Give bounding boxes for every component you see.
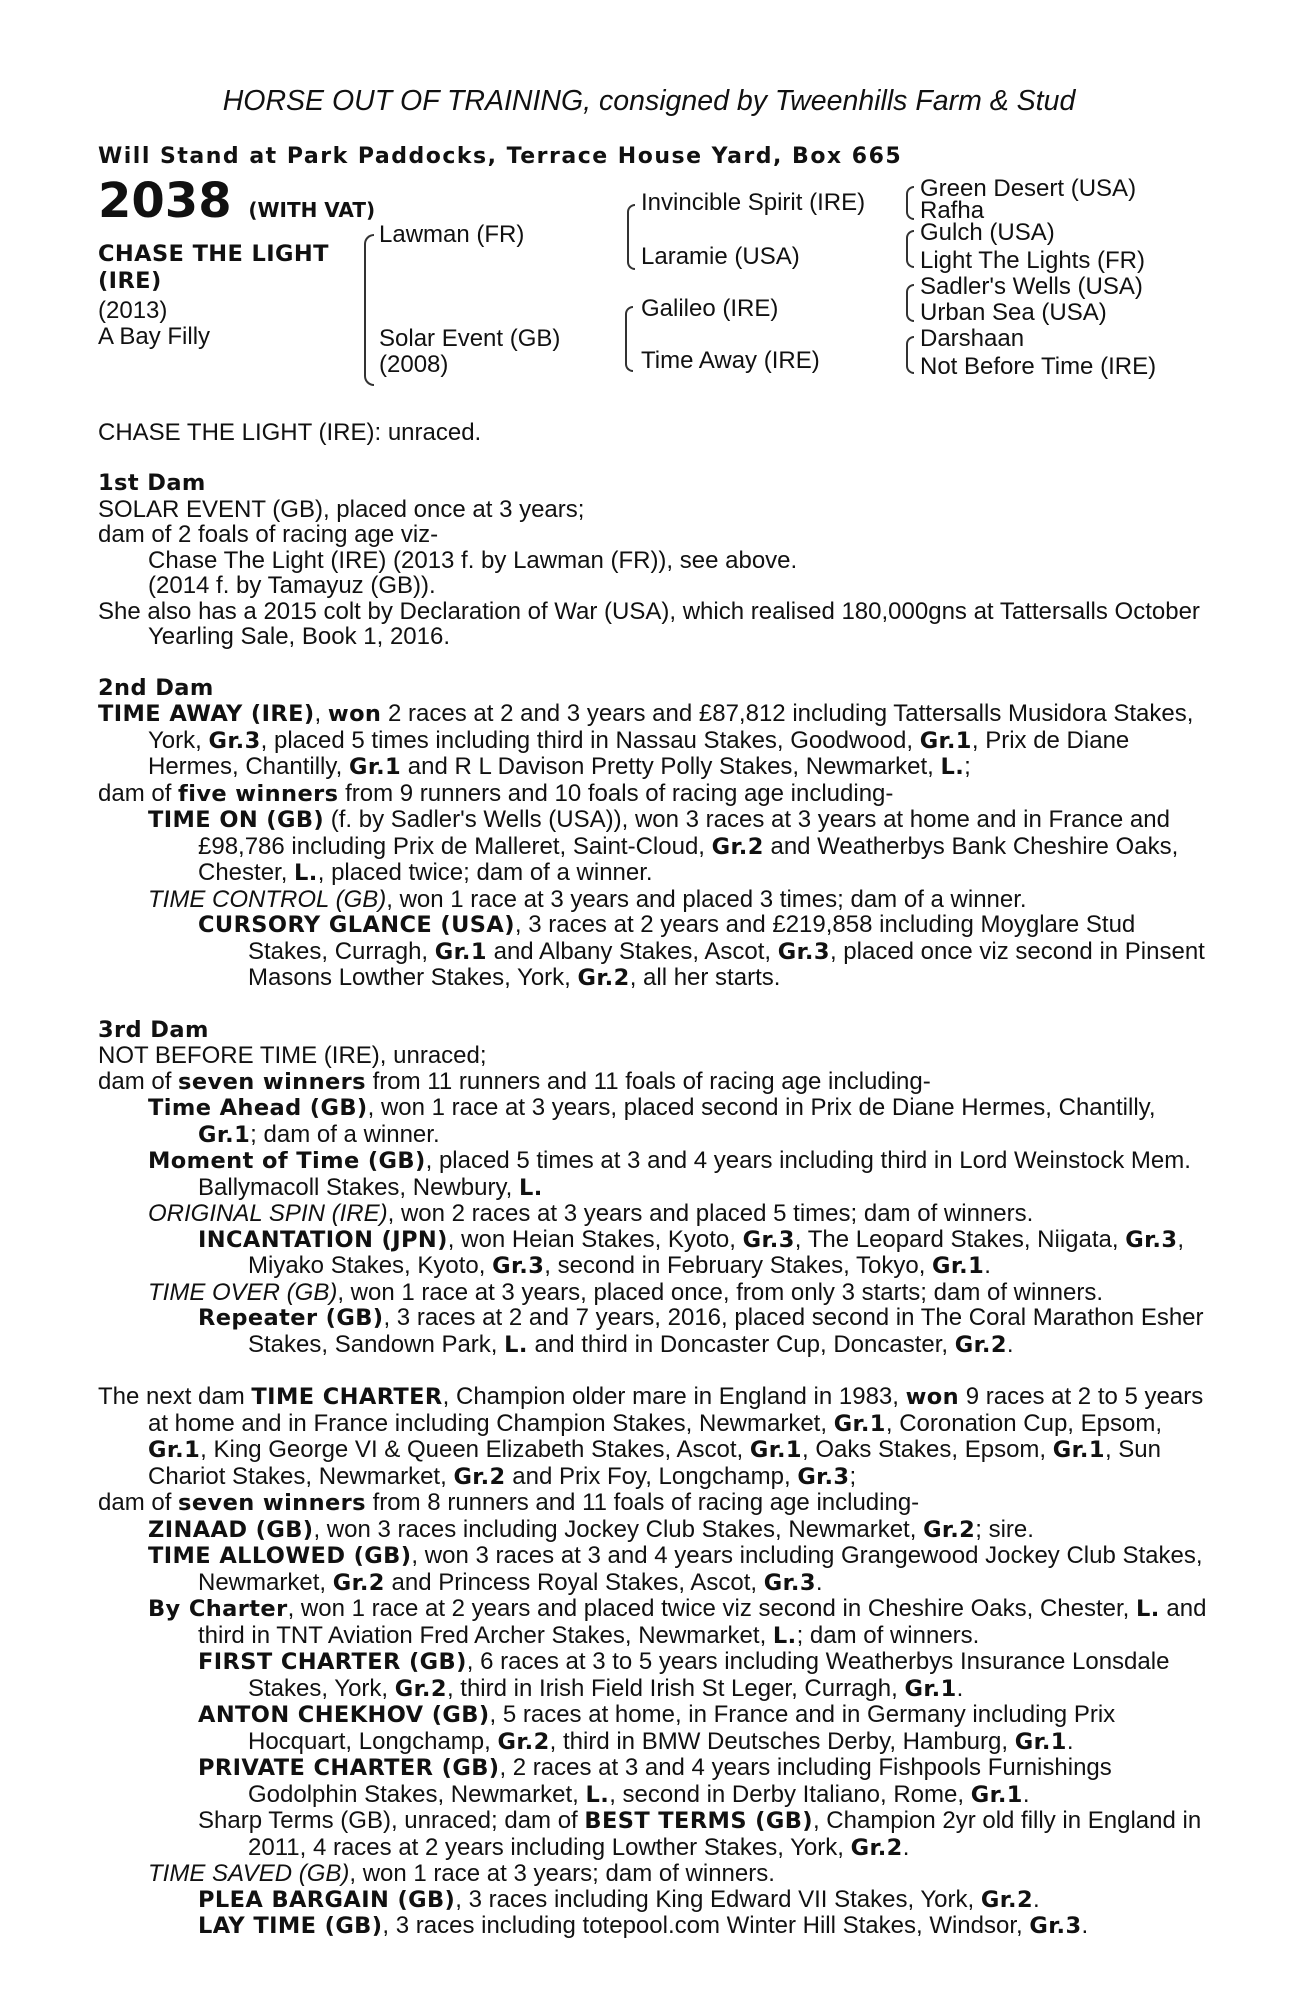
second-dam-section <box>98 676 1208 992</box>
produce-time-on: TIME ON (GB) (f. by Sadler's Wells (USA)), won 3 races at 3 years at home and in France and £98,786 including Prix de Malleret, Saint-Cloud, Gr.2 and Weatherbys Bank Cheshire Oaks, Chester, L., placed twice; dam of a winner. <box>148 806 1179 886</box>
dam: Solar Event (GB) <box>379 324 561 352</box>
produce-original-spin: ORIGINAL SPIN (IRE), won 2 races at 3 years and placed 5 times; dam of winners. <box>148 1200 1034 1227</box>
foaling-year: (2013) <box>98 296 168 324</box>
gen3-2: Rafha <box>920 196 985 224</box>
produce-first-charter: FIRST CHARTER (GB), 6 races at 3 to 5 years including Weatherbys Insurance Lonsdale Stakes, York, Gr.2, third in Irish Field Irish St Leger, Curragh, Gr.1. <box>198 1648 1170 1702</box>
race-record: CHASE THE LIGHT (IRE): unraced. <box>98 418 482 446</box>
won-label: won <box>327 701 382 727</box>
horse-name: CHASE THE LIGHT <box>98 240 329 267</box>
brace-dam <box>625 306 633 372</box>
first-dam-line: SOLAR EVENT (GB), placed once at 3 years; <box>98 495 585 523</box>
next-dam-record: The next dam TIME CHARTER, Champion older mare in England in 1983, won 9 races at 2 to 5 years at home and in France including Champion Stakes, Newmarket, Gr.1, Coronation Cup, Epsom, Gr.1, King George VI & Queen Elizabeth Stakes, Ascot, Gr.1, Oaks Stakes, Epsom, Gr.1, Sun Chariot Stakes, Newmarket, Gr.2 and Prix Foy, Longchamp, Gr.3; <box>98 1383 1204 1490</box>
horse-description: A Bay Filly <box>98 322 211 350</box>
horse-name-suffix: (IRE) <box>98 267 162 294</box>
lot-number: 2038 <box>98 172 232 229</box>
lot-number-line <box>98 172 376 235</box>
dam-sire: Galileo (IRE) <box>641 294 779 322</box>
page-header: HORSE OUT OF TRAINING, consigned by Tweenhills Farm & Stud <box>222 85 1076 117</box>
third-dam-produce-summary: dam of seven winners from 11 runners and 11 foals of racing age including- <box>98 1067 931 1095</box>
sire: Lawman (FR) <box>379 220 525 248</box>
gen3-6: Urban Sea (USA) <box>920 298 1107 326</box>
produce-2: (2014 f. by Tamayuz (GB)). <box>148 572 436 599</box>
sire-dam: Laramie (USA) <box>641 242 800 270</box>
gen3-1: Green Desert (USA) <box>920 174 1137 202</box>
next-dam-produce-summary: dam of seven winners from 8 runners and 11 foals of racing age including- <box>98 1489 920 1516</box>
produce-moment-of-time: Moment of Time (GB), placed 5 times at 3 and 4 years including third in Lord Weinstock Mem. Ballymacoll Stakes, Newbury, L. <box>148 1147 1191 1201</box>
produce-zinaad: ZINAAD (GB), won 3 races including Jockey Club Stakes, Newmarket, Gr.2; sire. <box>148 1515 1034 1543</box>
produce-by-charter: By Charter, won 1 race at 2 years and placed twice viz second in Cheshire Oaks, Chester, L. and third in TNT Aviation Fred Archer Stakes, Newmarket, L.; dam of winners. <box>148 1595 1207 1649</box>
gen3-3: Gulch (USA) <box>920 218 1055 246</box>
gen3-7: Darshaan <box>920 324 1025 352</box>
produce-sharp-terms: Sharp Terms (GB), unraced; dam of BEST TERMS (GB), Champion 2yr old filly in England in 2011, 4 races at 2 years including Lowther Stakes, York, Gr.2. <box>198 1807 1202 1861</box>
first-dam-heading: 1st Dam <box>98 470 206 496</box>
brace-g3-4 <box>906 336 914 374</box>
produce-time-saved: TIME SAVED (GB), won 1 race at 3 years; dam of winners. <box>148 1860 775 1887</box>
brace-sire <box>627 204 635 270</box>
produce-time-allowed: TIME ALLOWED (GB), won 3 races at 3 and 4 years including Grangewood Jockey Club Stakes, Newmarket, Gr.2 and Princess Royal Stakes, Ascot, Gr.3. <box>148 1542 1203 1596</box>
produce-1: Chase The Light (IRE) (2013 f. by Lawman (FR)), see above. <box>148 546 798 574</box>
dam-dam: Time Away (IRE) <box>641 346 820 374</box>
second-dam-produce-summary: dam of five winners from 9 runners and 10 foals of racing age including- <box>98 779 894 807</box>
pedigree-table <box>98 170 1208 420</box>
brace-g3-3 <box>906 284 914 322</box>
horse-name: TIME AWAY (IRE) <box>98 701 315 727</box>
dam-year: (2008) <box>379 350 449 378</box>
third-dam-record: NOT BEFORE TIME (IRE), unraced; <box>98 1042 487 1069</box>
stand-location: Will Stand at Park Paddocks, Terrace House Yard, Box 665 <box>98 144 903 169</box>
produce-plea-bargain: PLEA BARGAIN (GB), 3 races including King Edward VII Stakes, York, Gr.2. <box>198 1885 1040 1913</box>
produce-repeater: Repeater (GB), 3 races at 2 and 7 years, 2016, placed second in The Coral Marathon Esher Stakes, Sandown Park, L. and third in Doncaster Cup, Doncaster, Gr.2. <box>198 1304 1204 1358</box>
produce-time-control: TIME CONTROL (GB), won 1 race at 3 years and placed 3 times; dam of a winner. <box>148 885 1027 913</box>
produce-time-over: TIME OVER (GB), won 1 race at 3 years, placed once, from only 3 starts; dam of winners. <box>148 1278 1104 1306</box>
vat-note: (WITH VAT) <box>248 197 376 222</box>
second-dam-heading: 2nd Dam <box>98 674 214 701</box>
gen3-4: Light The Lights (FR) <box>920 246 1145 274</box>
second-dam-record: TIME AWAY (IRE), won 2 races at 2 and 3 years and £87,812 including Tattersalls Musidora Stakes, York, Gr.3, placed 5 times including third in Nassau Stakes, Goodwood, Gr.1, Prix de Diane Hermes, Chantilly, Gr.1 and R L Davison Pretty Polly Stakes, Newmarket, L.; <box>98 700 1194 780</box>
brace-g3-2 <box>906 230 914 268</box>
third-dam-heading: 3rd Dam <box>98 1016 209 1043</box>
brace-g3-1 <box>906 186 914 220</box>
produce-note: She also has a 2015 colt by Declaration of War (USA), which realised 180,000gns at Tattersalls October Yearling Sale, Book 1, 2016. <box>98 597 1200 650</box>
produce-private-charter: PRIVATE CHARTER (GB), 2 races at 3 and 4 years including Fishpools Furnishings Godolphin Stakes, Newmarket, L., second in Derby Italiano, Rome, Gr.1. <box>198 1754 1112 1808</box>
produce-cursory-glance: CURSORY GLANCE (USA), 3 races at 2 years and £219,858 including Moyglare Stud Stakes, Curragh, Gr.1 and Albany Stakes, Ascot, Gr.3, placed once viz second in Pinsent Masons Lowther Stakes, York, Gr.2, all her starts. <box>198 911 1205 991</box>
gen3-8: Not Before Time (IRE) <box>920 352 1157 380</box>
next-dam-section <box>98 1384 1208 1940</box>
first-dam-section <box>98 471 1208 650</box>
produce-incantation: INCANTATION (JPN), won Heian Stakes, Kyoto, Gr.3, The Leopard Stakes, Niigata, Gr.3, Miyako Stakes, Kyoto, Gr.3, second in February Stakes, Tokyo, Gr.1. <box>198 1225 1185 1279</box>
third-dam-section <box>98 1018 1208 1359</box>
first-dam-foals: dam of 2 foals of racing age viz- <box>98 521 439 548</box>
produce-anton-chekhov: ANTON CHEKHOV (GB), 5 races at home, in France and in Germany including Prix Hocquart, Longchamp, Gr.2, third in BMW Deutsches Derby, Hamburg, Gr.1. <box>198 1701 1116 1755</box>
sale-catalogue-page <box>98 84 1208 1940</box>
produce-time-ahead: Time Ahead (GB), won 1 race at 3 years, placed second in Prix de Diane Hermes, Chantilly, Gr.1; dam of a winner. <box>148 1094 1156 1148</box>
sire-sire: Invincible Spirit (IRE) <box>641 188 866 216</box>
brace-gen1 <box>364 234 374 386</box>
gen3-5: Sadler's Wells (USA) <box>920 272 1143 300</box>
produce-lay-time: LAY TIME (GB), 3 races including totepool.com Winter Hill Stakes, Windsor, Gr.3. <box>198 1912 1089 1939</box>
